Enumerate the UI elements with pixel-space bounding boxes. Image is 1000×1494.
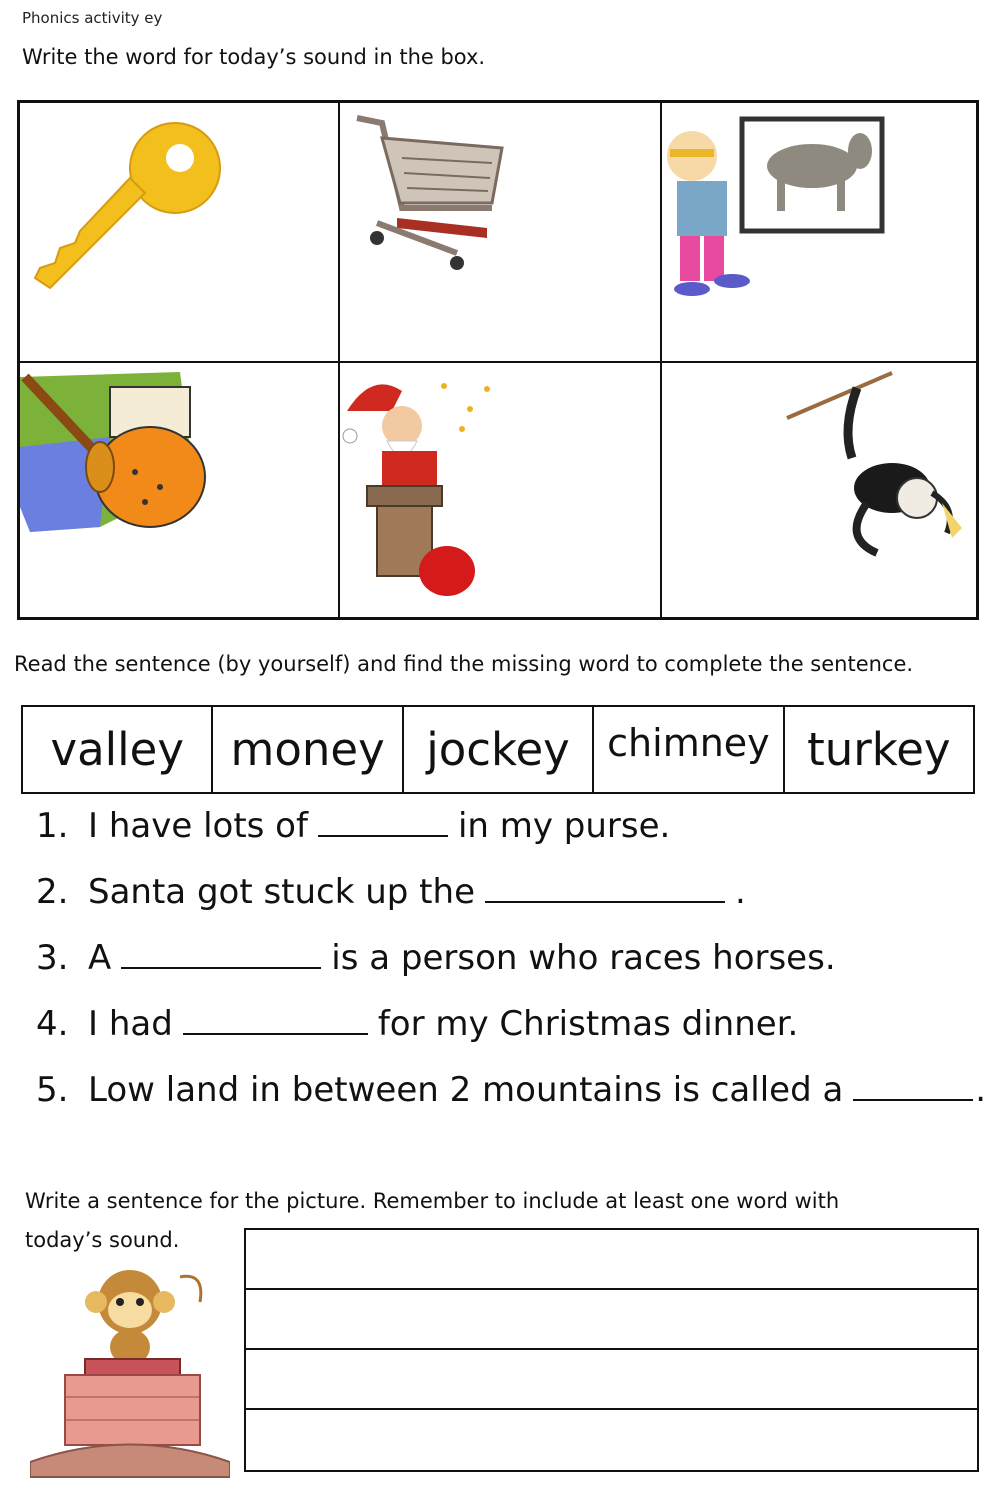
- santa-chimney-icon: [342, 371, 502, 601]
- picture-cell-trolley[interactable]: [339, 102, 661, 362]
- writing-line[interactable]: [246, 1290, 977, 1350]
- picture-cell-donkey[interactable]: [661, 102, 977, 362]
- sentence-number: 3.: [36, 938, 69, 978]
- picture-cell-santa[interactable]: [339, 362, 661, 618]
- sentence-number: 2.: [36, 872, 69, 912]
- sentence-5: [36, 1070, 986, 1110]
- word-bank-item[interactable]: jockey: [404, 707, 594, 792]
- monkey-icon: [782, 368, 982, 568]
- answer-blank[interactable]: [485, 900, 725, 903]
- sentence-text-before: Santa got stuck up the: [88, 872, 475, 912]
- answer-blank[interactable]: [853, 1098, 973, 1101]
- word-bank-item[interactable]: turkey: [807, 723, 951, 776]
- sentence-text-after: .: [734, 872, 746, 912]
- sentence-text-before: A: [88, 938, 112, 978]
- sentence-number: 4.: [36, 1004, 69, 1044]
- honey-icon: [20, 367, 210, 537]
- sentence-text-after: .: [975, 1070, 987, 1110]
- picture-cell-key[interactable]: [19, 102, 339, 362]
- sentence-3: [36, 938, 836, 978]
- writing-line[interactable]: [246, 1230, 977, 1290]
- monkey-on-chimney-icon: [30, 1262, 230, 1482]
- answer-blank[interactable]: [121, 966, 321, 969]
- sentence-text-before: I had: [88, 1004, 173, 1044]
- sentence-number: 1.: [36, 806, 69, 846]
- key-icon: [30, 113, 230, 293]
- sentence-text-after: in my purse.: [457, 806, 671, 846]
- sentence-4: [36, 1004, 798, 1044]
- word-bank-item[interactable]: valley: [23, 707, 213, 792]
- picture-cell-monkey[interactable]: [661, 362, 977, 618]
- answer-blank[interactable]: [318, 834, 448, 837]
- writing-line[interactable]: [246, 1410, 977, 1470]
- word-bank-item[interactable]: chimney: [594, 707, 784, 792]
- picture-grid: [17, 100, 979, 620]
- sentence-1: [36, 806, 670, 846]
- sentence-text-after: is a person who races horses.: [331, 938, 836, 978]
- sentence-text-before: Low land in between 2 mountains is called a: [88, 1070, 844, 1110]
- writing-lines: [244, 1228, 979, 1472]
- writing-line[interactable]: [246, 1350, 977, 1410]
- word-bank: [21, 705, 975, 794]
- word-bank-item[interactable]: money: [213, 707, 403, 792]
- sentence-2: [36, 872, 746, 912]
- missing-word-instruction: Read the sentence (by yourself) and find the missing word to complete the sentence.: [14, 652, 914, 676]
- donkey-game-icon: [662, 111, 902, 311]
- picture-cell-honey[interactable]: [19, 362, 339, 618]
- writing-instruction-line2: today’s sound.: [25, 1228, 180, 1252]
- page-header: Phonics activity ey: [22, 9, 163, 27]
- sentence-text-after: for my Christmas dinner.: [377, 1004, 799, 1044]
- sentence-number: 5.: [36, 1070, 69, 1110]
- answer-blank[interactable]: [183, 1032, 368, 1035]
- writing-instruction-line1: Write a sentence for the picture. Remember to include at least one word with: [25, 1189, 840, 1213]
- picture-instruction: Write the word for today’s sound in the box.: [22, 45, 486, 69]
- trolley-icon: [352, 113, 512, 273]
- sentence-text-before: I have lots of: [88, 806, 308, 846]
